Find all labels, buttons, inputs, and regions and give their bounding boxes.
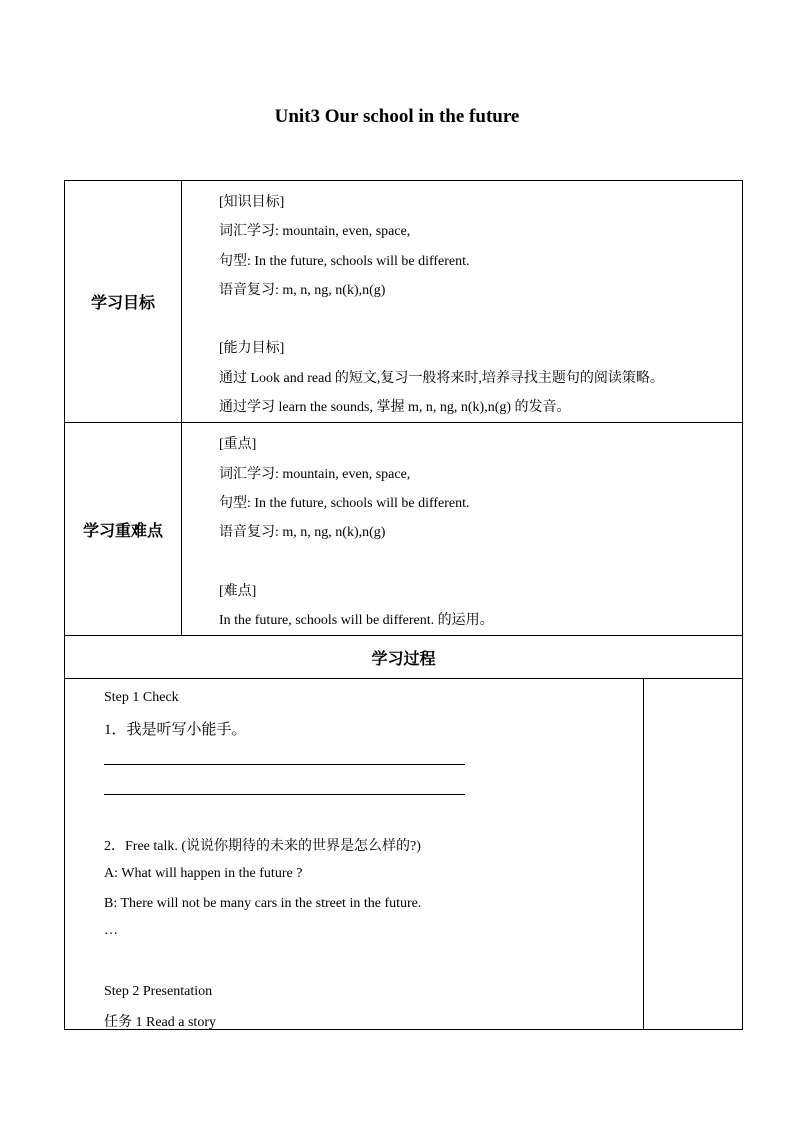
key-point-line: 语音复习: m, n, ng, n(k),n(g) [219,525,386,541]
key-point-line: 词汇学习: mountain, even, space, [219,466,411,482]
step1-heading: Step 1 Check [104,690,179,706]
key-points-content [182,423,743,636]
free-talk-item: 2．Free talk. (说说你期待的未来的世界是怎么样的?) [104,839,421,855]
key-points-label: 学习重难点 [65,423,182,636]
key-point-line: In the future, schools will be different. 的运用。 [219,613,494,629]
answer-line [104,764,465,765]
key-point-line: [重点] [219,437,257,453]
objective-spacer [219,305,742,334]
dictation-item: 1．我是听写小能手。 [104,722,247,739]
answer-line [104,794,465,795]
document-title: Unit3 Our school in the future [274,106,520,127]
objective-line: 通过 Look and read 的短文,复习一般将来时,培养寻找主题句的阅读策略。 [219,370,664,386]
step2-heading: Step 2 Presentation [104,984,213,1000]
process-row [65,679,743,1030]
objective-line: [能力目标] [219,341,285,357]
key-points-row [65,423,743,636]
objective-line: 通过学习 learn the sounds, 掌握 m, n, ng, n(k),n(g) 的发音。 [219,400,571,416]
process-content [65,679,644,1030]
objective-line: [知识目标] [219,195,285,210]
key-points-lines [182,423,742,635]
ellipsis: … [104,923,118,939]
dialog-a: A: What will happen in the future ? [104,866,303,882]
lesson-plan-table [64,180,743,1030]
objectives-row [65,181,743,423]
objectives-label: 学习目标 [65,181,182,423]
objectives-lines [182,181,742,422]
key-point-line: [难点] [219,583,257,599]
process-header: 学习过程 [65,636,743,679]
task1-heading: 任务 1 Read a story [104,1015,216,1031]
process-header-row [65,636,743,679]
key-point-line: 句型: In the future, schools will be different. [219,495,470,511]
notes-column [644,679,743,1030]
objective-line: 语音复习: m, n, ng, n(k),n(g) [219,282,386,298]
objective-line: 句型: In the future, schools will be different. [219,253,470,269]
objectives-content [182,181,743,423]
dialog-b: B: There will not be many cars in the street in the future. [104,896,422,912]
key-point-spacer [219,548,742,577]
objective-line: 词汇学习: mountain, even, space, [219,224,411,240]
